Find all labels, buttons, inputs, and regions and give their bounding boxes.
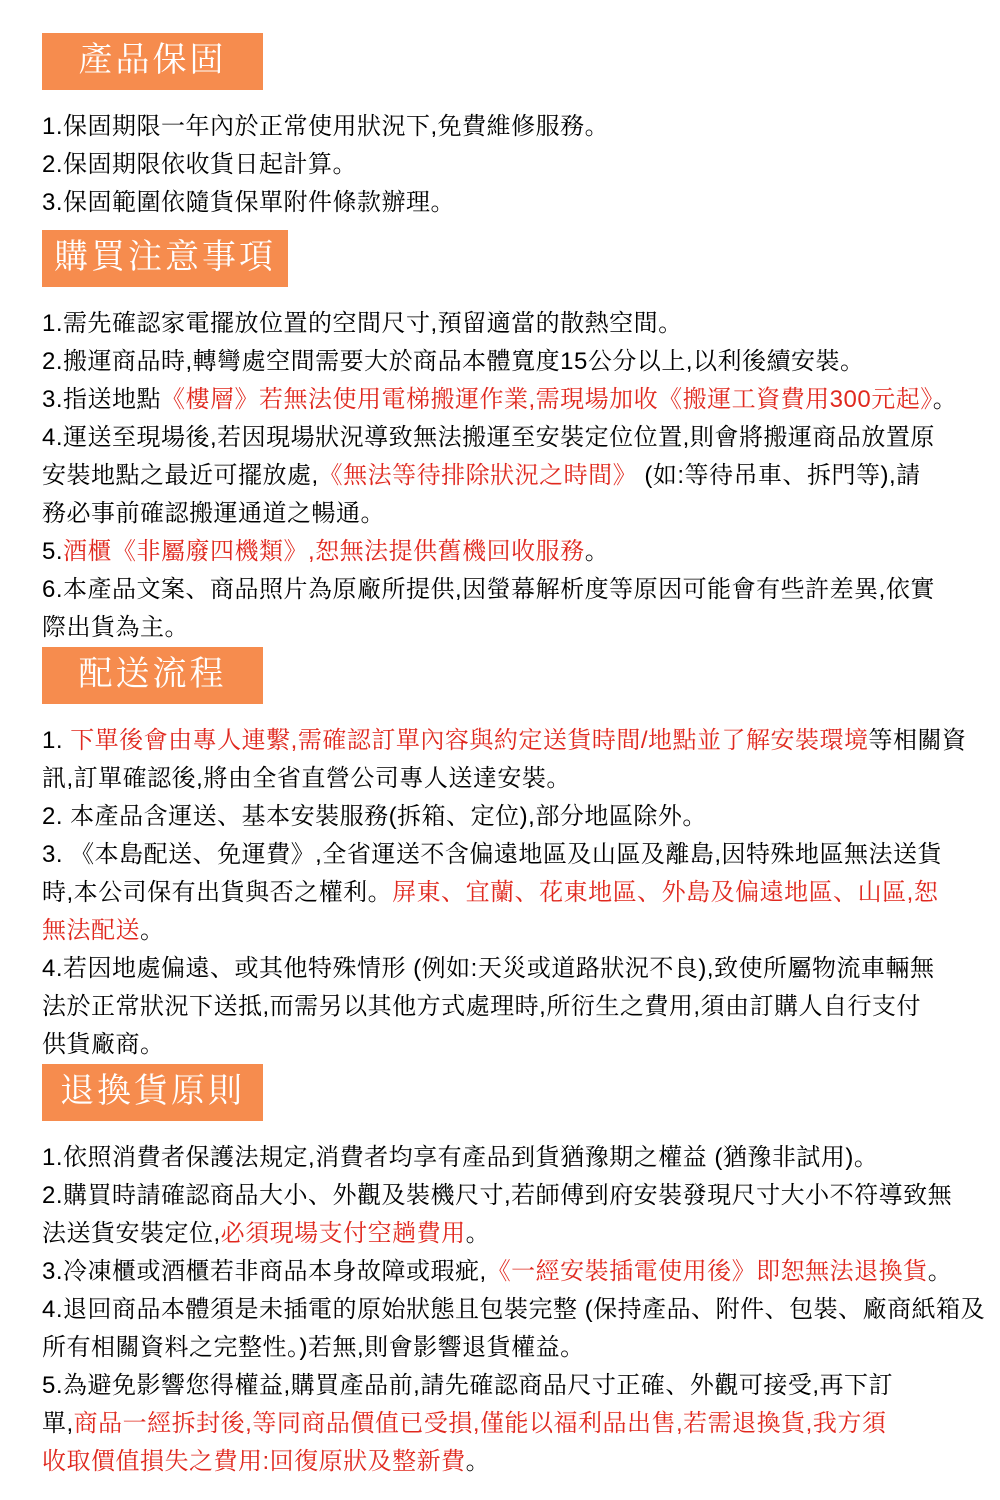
- text-line: [42, 1329, 970, 1367]
- sections: [42, 33, 986, 1481]
- text-line: [42, 457, 970, 495]
- section-body-purchase-notes: [42, 305, 970, 647]
- body-text: 1.: [42, 727, 71, 754]
- text-line: [42, 912, 970, 950]
- text-line: [42, 988, 970, 1026]
- body-text: 時,本公司保有出貨與否之權利。: [42, 879, 393, 906]
- body-text: 2.搬運商品時,轉彎處空間需要大於商品本體寬度15公分以上,以利後續安裝。: [42, 348, 865, 375]
- text-line: [42, 343, 970, 381]
- section-purchase-notes: [42, 230, 970, 647]
- body-text: 際出貨為主。: [42, 614, 189, 641]
- body-text: 務必事前確認搬運通道之暢通。: [42, 500, 385, 527]
- text-line: [42, 146, 970, 184]
- text-line: [42, 1405, 970, 1443]
- body-text: 等相關資: [868, 727, 967, 754]
- body-text: 1.依照消費者保護法規定,消費者均享有產品到貨猶豫期之權益 (猶豫非試用)。: [42, 1144, 879, 1171]
- body-text: 1.保固期限一年內於正常使用狀況下,免費維修服務。: [42, 113, 610, 140]
- text-line: [42, 1215, 970, 1253]
- body-text: 安裝地點之最近可擺放處,: [42, 462, 319, 489]
- highlighted-text: 下單後會由專人連繫,需確認訂單內容與約定送貨時間/地點並了解安裝環境: [70, 727, 869, 754]
- body-text: 6.本產品文案、商品照片為原廠所提供,因螢幕解析度等原因可能會有些許差異,依實: [42, 576, 935, 603]
- section-body-warranty: [42, 108, 970, 222]
- text-line: [42, 571, 970, 609]
- body-text: 3.冷凍櫃或酒櫃若非商品本身故障或瑕疵,: [42, 1258, 487, 1285]
- text-line: [42, 381, 970, 419]
- body-text: 法於正常狀況下送抵,而需另以其他方式處理時,所衍生之費用,須由訂購人自行支付: [42, 993, 922, 1020]
- text-line: [42, 609, 970, 647]
- text-line: [42, 1291, 986, 1329]
- body-text: 。: [465, 1448, 491, 1475]
- body-text: 。: [932, 386, 958, 413]
- highlighted-text: 收取價值損失之費用:回復原狀及整新費: [42, 1448, 466, 1475]
- highlighted-text: 《一經安裝插電使用後》即恕無法退換貨: [486, 1258, 928, 1285]
- text-line: [42, 184, 970, 222]
- text-line: [42, 1139, 970, 1177]
- body-text: (如:等待吊車、拆門等),請: [637, 462, 921, 489]
- text-line: [42, 874, 970, 912]
- highlighted-text: 《樓層》若無法使用電梯搬運作業,需現場加收《搬運工資費用300元起》: [161, 386, 933, 413]
- body-text: 4.退回商品本體須是未插電的原始狀態且包裝完整 (保持產品、附件、包裝、廠商紙箱及: [42, 1296, 986, 1323]
- text-line: [42, 108, 970, 146]
- body-text: 供貨廠商。: [42, 1031, 165, 1058]
- section-title-badge-delivery-process: 配送流程: [42, 647, 263, 704]
- body-text: 3. 《本島配送、免運費》,全省運送不含偏遠地區及山區及離島,因特殊地區無法送貨: [42, 841, 943, 868]
- body-text: 。: [465, 1220, 491, 1247]
- body-text: 4.若因地處偏遠、或其他特殊情形 (例如:天災或道路狀況不良),致使所屬物流車輛無: [42, 955, 935, 982]
- text-line: [42, 798, 970, 836]
- body-text: 5.為避免影響您得權益,購買產品前,請先確認商品尺寸正確、外觀可接受,再下訂: [42, 1372, 894, 1399]
- text-line: [42, 950, 970, 988]
- body-text: 。: [927, 1258, 953, 1285]
- section-title-badge-purchase-notes: 購買注意事項: [42, 230, 288, 287]
- text-line: [42, 722, 970, 760]
- body-text: 。: [584, 538, 610, 565]
- highlighted-text: 商品一經拆封後,等同商品價值已受損,僅能以福利品出售,若需退換貨,我方須: [73, 1410, 887, 1437]
- section-body-delivery-process: [42, 722, 970, 1064]
- highlighted-text: 酒櫃《非屬廢四機類》,恕無法提供舊機回收服務: [63, 538, 585, 565]
- section-return-policy: [42, 1064, 986, 1481]
- text-line: [42, 760, 970, 798]
- body-text: 3.指送地點: [42, 386, 162, 413]
- text-line: [42, 495, 970, 533]
- text-line: [42, 419, 970, 457]
- text-line: [42, 1177, 970, 1215]
- body-text: 2.購買時請確認商品大小、外觀及裝機尺寸,若師傅到府安裝發現尺寸大小不符導致無: [42, 1182, 953, 1209]
- highlighted-text: 《無法等待排除狀況之時間》: [318, 462, 638, 489]
- body-text: 所有相關資料之完整性。)若無,則會影響退貨權益。: [42, 1334, 585, 1361]
- body-text: 2.保固期限依收貨日起計算。: [42, 151, 358, 178]
- text-line: [42, 305, 970, 343]
- section-title-badge-return-policy: 退換貨原則: [42, 1064, 263, 1121]
- body-text: 1.需先確認家電擺放位置的空間尺寸,預留適當的散熱空間。: [42, 310, 683, 337]
- section-delivery-process: [42, 647, 970, 1064]
- highlighted-text: 無法配送: [42, 917, 140, 944]
- section-body-return-policy: [42, 1139, 986, 1481]
- highlighted-text: 必須現場支付空趟費用: [220, 1220, 466, 1247]
- text-line: [42, 533, 970, 571]
- body-text: 5.: [42, 538, 64, 565]
- body-text: 2. 本產品含運送、基本安裝服務(拆箱、定位),部分地區除外。: [42, 803, 707, 830]
- highlighted-text: 屏東、宜蘭、花東地區、外島及偏遠地區、山區,恕: [392, 879, 939, 906]
- text-line: [42, 1443, 970, 1481]
- text-line: [42, 1367, 970, 1405]
- section-warranty: [42, 33, 970, 222]
- text-line: [42, 836, 970, 874]
- body-text: 3.保固範圍依隨貨保單附件條款辦理。: [42, 189, 456, 216]
- body-text: 單,: [42, 1410, 74, 1437]
- body-text: 訊,訂單確認後,將由全省直營公司專人送達安裝。: [42, 765, 571, 792]
- body-text: 4.運送至現場後,若因現場狀況導致無法搬運至安裝定位位置,則會將搬運商品放置原: [42, 424, 935, 451]
- body-text: 。: [140, 917, 165, 944]
- text-line: [42, 1253, 970, 1291]
- section-title-badge-warranty: 產品保固: [42, 33, 263, 90]
- text-line: [42, 1026, 970, 1064]
- body-text: 法送貨安裝定位,: [42, 1220, 221, 1247]
